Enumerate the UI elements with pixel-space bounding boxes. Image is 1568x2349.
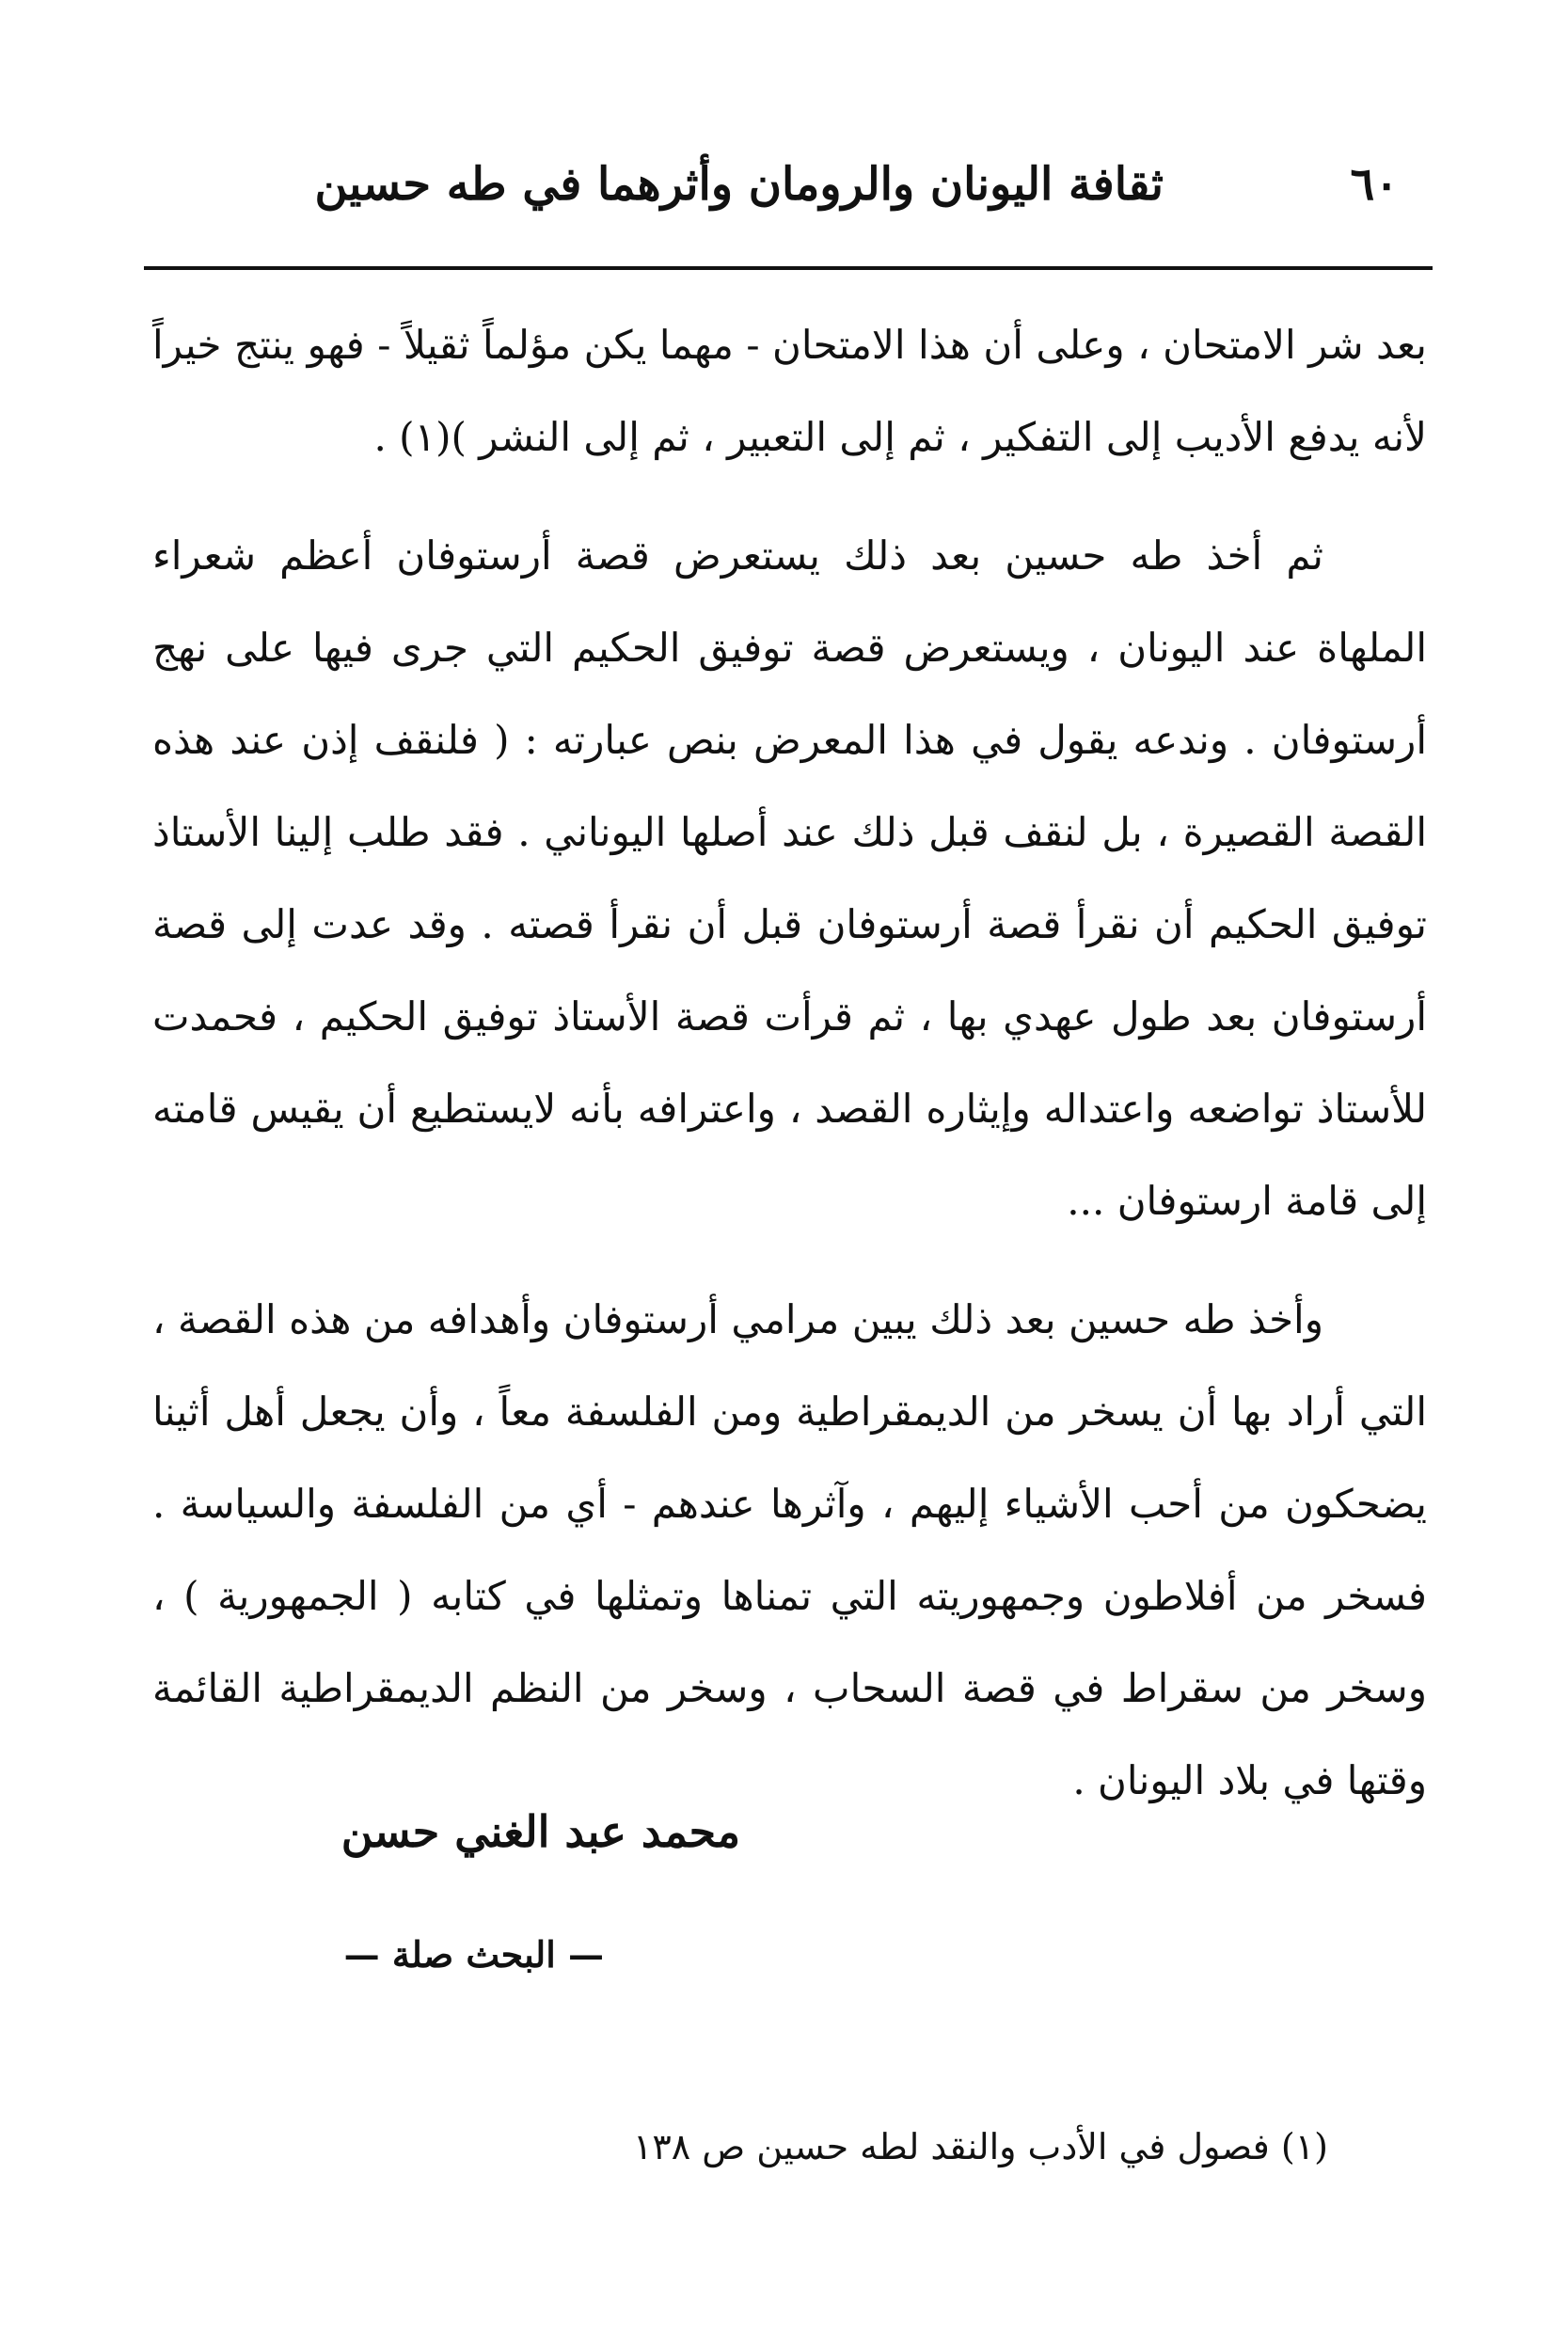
page-number: ٦٠: [1350, 158, 1399, 211]
header-title: ثقافة اليونان والرومان وأثرهما في طه حسين: [314, 158, 1164, 211]
paragraph-1: بعد شر الامتحان ، وعلى أن هذا الامتحان - مهما يكن مؤلماً ثقيلاً - فهو ينتج خيراً لأنه يدفع الأديب إلى التفكير ، ثم إلى التعبير ، ثم إلى النشر )(١) .: [152, 322, 1427, 460]
footnote: (١) فصول في الأدب والنقد لطه حسين ص ١٣٨: [632, 2126, 1328, 2167]
paragraph-2: ثم أخذ طه حسين بعد ذلك يستعرض قصة أرستوفان أعظم شعراء الملهاة عند اليونان ، ويستعرض قصة توفيق الحكيم التي جرى فيها على نهج أرستوفان . وندعه يقول في هذا المعرض بنص عبارته : ( فلنقف إذن عند هذه القصة القصيرة ، بل لنقف قبل ذلك عند أصلها اليوناني . فقد طلب إلينا الأستاذ توفيق الحكيم أن نقرأ قصة أرستوفان قبل أن نقرأ قصته . وقد عدت إلى قصة أرستوفان بعد طول عهدي بها ، ثم قرأت قصة الأستاذ توفيق الحكيم ، فحمدت للأستاذ تواضعه واعتداله وإيثاره القصد ، واعترافه بأنه لايستطيع أن يقيس قامته إلى قامة ارستوفان ...: [152, 532, 1427, 1224]
continuation-note: — البحث صلة —: [343, 1933, 604, 1976]
paragraph-3: وأخذ طه حسين بعد ذلك يبين مرامي أرستوفان وأهدافه من هذه القصة ، التي أراد بها أن يسخر من الديمقراطية ومن الفلسفة معاً ، وأن يجعل أهل أثينا يضحكون من أحب الأشياء إليهم ، وآثرها عندهم - أي من الفلسفة والسياسة . فسخر من أفلاطون وجمهوريته التي تمناها وتمثلها في كتابه ( الجمهورية ) ، وسخر من سقراط في قصة السحاب ، وسخر من النظم الديمقراطية القائمة وقتها في بلاد اليونان .: [152, 1296, 1427, 1803]
header-divider: [144, 266, 1433, 270]
author-signature: محمد عبد الغني حسن: [341, 1806, 740, 1857]
body-text: [152, 299, 1427, 1827]
running-header: [166, 149, 1399, 224]
